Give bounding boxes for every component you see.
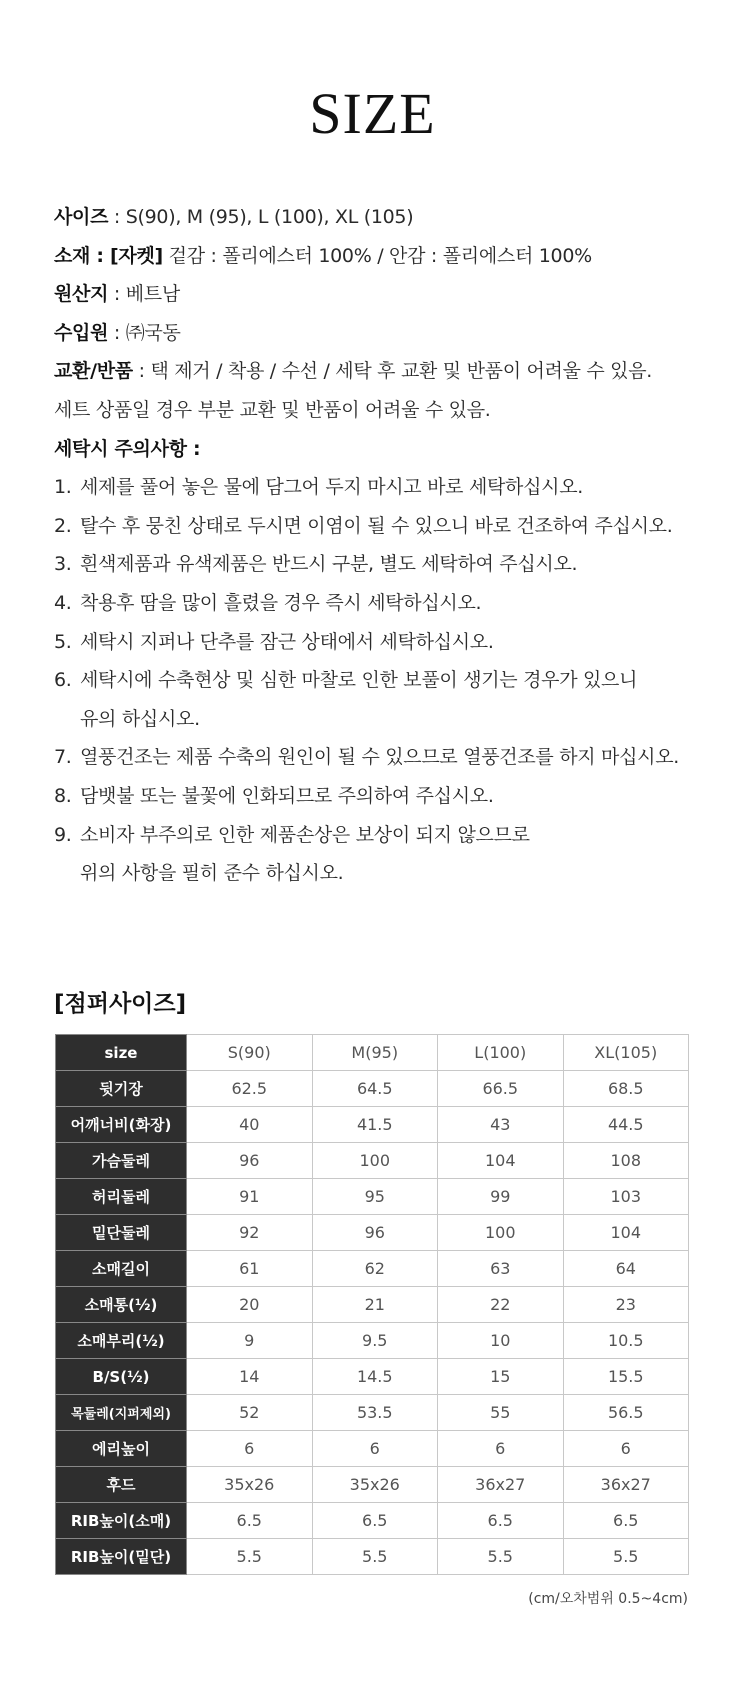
row-label: 에리높이	[56, 1431, 187, 1467]
table-header-row	[56, 1035, 689, 1071]
table-cell: 95	[312, 1179, 438, 1215]
table-row	[56, 1359, 689, 1395]
table-cell: 14.5	[312, 1359, 438, 1395]
row-label: 밑단둘레	[56, 1215, 187, 1251]
measurement-note: (cm/오차범위 0.5~4cm)	[528, 1591, 688, 1607]
table-cell: 43	[438, 1107, 564, 1143]
table-cell: 6.5	[312, 1503, 438, 1539]
page-title: SIZE	[309, 81, 436, 146]
table-cell: 14	[187, 1359, 313, 1395]
table-row	[56, 1395, 689, 1431]
header-label: size	[56, 1035, 187, 1071]
table-cell: 5.5	[187, 1539, 313, 1575]
row-label: B/S(½)	[56, 1359, 187, 1395]
wash-item: 9. 소비자 부주의로 인한 제품손상은 보상이 되지 않으므로	[54, 823, 530, 846]
row-label: 후드	[56, 1467, 187, 1503]
header-cell: S(90)	[187, 1035, 313, 1071]
table-cell: 96	[187, 1143, 313, 1179]
importer-info: 수입원 : ㈜국동	[54, 321, 181, 344]
table-cell: 9.5	[312, 1323, 438, 1359]
table-row	[56, 1503, 689, 1539]
table-cell: 6	[563, 1431, 689, 1467]
table-cell: 10.5	[563, 1323, 689, 1359]
wash-title: 세탁시 주의사항 :	[54, 437, 201, 460]
table-cell: 108	[563, 1143, 689, 1179]
table-cell: 64	[563, 1251, 689, 1287]
table-row	[56, 1431, 689, 1467]
size-table-title: [점퍼사이즈]	[54, 991, 187, 1017]
size-table	[55, 1034, 689, 1575]
header-cell: XL(105)	[563, 1035, 689, 1071]
table-cell: 5.5	[563, 1539, 689, 1575]
origin-info: 원산지 : 베트남	[54, 283, 180, 306]
wash-item: 8. 담뱃불 또는 불꽃에 인화되므로 주의하여 주십시오.	[54, 784, 494, 807]
row-label: 허리둘레	[56, 1179, 187, 1215]
table-row	[56, 1287, 689, 1323]
table-cell: 36x27	[563, 1467, 689, 1503]
table-cell: 10	[438, 1323, 564, 1359]
header-cell: L(100)	[438, 1035, 564, 1071]
wash-item: 7. 열풍건조는 제품 수축의 원인이 될 수 있으므로 열풍건조를 하지 마십시오.	[54, 746, 680, 769]
table-cell: 5.5	[438, 1539, 564, 1575]
table-cell: 6.5	[438, 1503, 564, 1539]
table-cell: 100	[312, 1143, 438, 1179]
table-cell: 91	[187, 1179, 313, 1215]
table-cell: 53.5	[312, 1395, 438, 1431]
wash-item: 2. 탈수 후 뭉친 상태로 두시면 이염이 될 수 있으니 바로 건조하여 주십시오.	[54, 514, 673, 537]
table-cell: 96	[312, 1215, 438, 1251]
table-cell: 6	[187, 1431, 313, 1467]
table-row	[56, 1215, 689, 1251]
table-cell: 6	[312, 1431, 438, 1467]
table-cell: 52	[187, 1395, 313, 1431]
row-label: 목둘레(지퍼제외)	[56, 1395, 187, 1431]
table-row	[56, 1251, 689, 1287]
row-label: 소매통(½)	[56, 1287, 187, 1323]
product-info	[54, 198, 744, 893]
table-cell: 62	[312, 1251, 438, 1287]
table-cell: 62.5	[187, 1071, 313, 1107]
table-cell: 92	[187, 1215, 313, 1251]
table-cell: 41.5	[312, 1107, 438, 1143]
wash-item: 3. 흰색제품과 유색제품은 반드시 구분, 별도 세탁하여 주십시오.	[54, 553, 578, 576]
row-label: RIB높이(밑단)	[56, 1539, 187, 1575]
table-row	[56, 1539, 689, 1575]
wash-item: 5. 세탁시 지퍼나 단추를 잠근 상태에서 세탁하십시오.	[54, 630, 494, 653]
row-label: 어깨너비(화장)	[56, 1107, 187, 1143]
wash-item: 4. 착용후 땀을 많이 흘렸을 경우 즉시 세탁하십시오.	[54, 591, 482, 614]
table-row	[56, 1323, 689, 1359]
table-cell: 35x26	[187, 1467, 313, 1503]
table-cell: 15	[438, 1359, 564, 1395]
wash-item: 6. 세탁시에 수축현상 및 심한 마찰로 인한 보풀이 생기는 경우가 있으니	[54, 669, 638, 692]
table-row	[56, 1107, 689, 1143]
table-cell: 36x27	[438, 1467, 564, 1503]
table-cell: 21	[312, 1287, 438, 1323]
exchange-info: 교환/반품 : 택 제거 / 착용 / 수선 / 세탁 후 교환 및 반품이 어려울 수 있음.	[54, 360, 653, 383]
table-cell: 40	[187, 1107, 313, 1143]
table-cell: 20	[187, 1287, 313, 1323]
table-cell: 6.5	[187, 1503, 313, 1539]
table-cell: 15.5	[563, 1359, 689, 1395]
row-label: RIB높이(소매)	[56, 1503, 187, 1539]
table-cell: 22	[438, 1287, 564, 1323]
table-row	[56, 1467, 689, 1503]
table-cell: 6	[438, 1431, 564, 1467]
table-cell: 6.5	[563, 1503, 689, 1539]
table-cell: 68.5	[563, 1071, 689, 1107]
wash-item-continued: 유의 하십시오.	[80, 707, 200, 730]
table-cell: 61	[187, 1251, 313, 1287]
table-row	[56, 1071, 689, 1107]
table-cell: 5.5	[312, 1539, 438, 1575]
table-cell: 56.5	[563, 1395, 689, 1431]
table-cell: 66.5	[438, 1071, 564, 1107]
table-row	[56, 1143, 689, 1179]
size-info: 사이즈 : S(90), M (95), L (100), XL (105)	[54, 206, 414, 228]
row-label: 소매부리(½)	[56, 1323, 187, 1359]
table-cell: 63	[438, 1251, 564, 1287]
row-label: 가슴둘레	[56, 1143, 187, 1179]
exchange-note: 세트 상품일 경우 부분 교환 및 반품이 어려울 수 있음.	[54, 398, 491, 421]
table-cell: 9	[187, 1323, 313, 1359]
header-cell: M(95)	[312, 1035, 438, 1071]
table-cell: 55	[438, 1395, 564, 1431]
table-cell: 44.5	[563, 1107, 689, 1143]
wash-item-continued: 위의 사항을 필히 준수 하십시오.	[80, 862, 344, 885]
table-cell: 64.5	[312, 1071, 438, 1107]
row-label: 뒷기장	[56, 1071, 187, 1107]
table-cell: 99	[438, 1179, 564, 1215]
table-cell: 104	[563, 1215, 689, 1251]
table-cell: 103	[563, 1179, 689, 1215]
material-info: 소재 : [자켓] 겉감 : 폴리에스터 100% / 안감 : 폴리에스터 100%	[54, 244, 592, 267]
table-cell: 23	[563, 1287, 689, 1323]
wash-item: 1. 세제를 풀어 놓은 물에 담그어 두지 마시고 바로 세탁하십시오.	[54, 476, 584, 499]
table-cell: 35x26	[312, 1467, 438, 1503]
table-cell: 104	[438, 1143, 564, 1179]
row-label: 소매길이	[56, 1251, 187, 1287]
table-row	[56, 1179, 689, 1215]
table-cell: 100	[438, 1215, 564, 1251]
